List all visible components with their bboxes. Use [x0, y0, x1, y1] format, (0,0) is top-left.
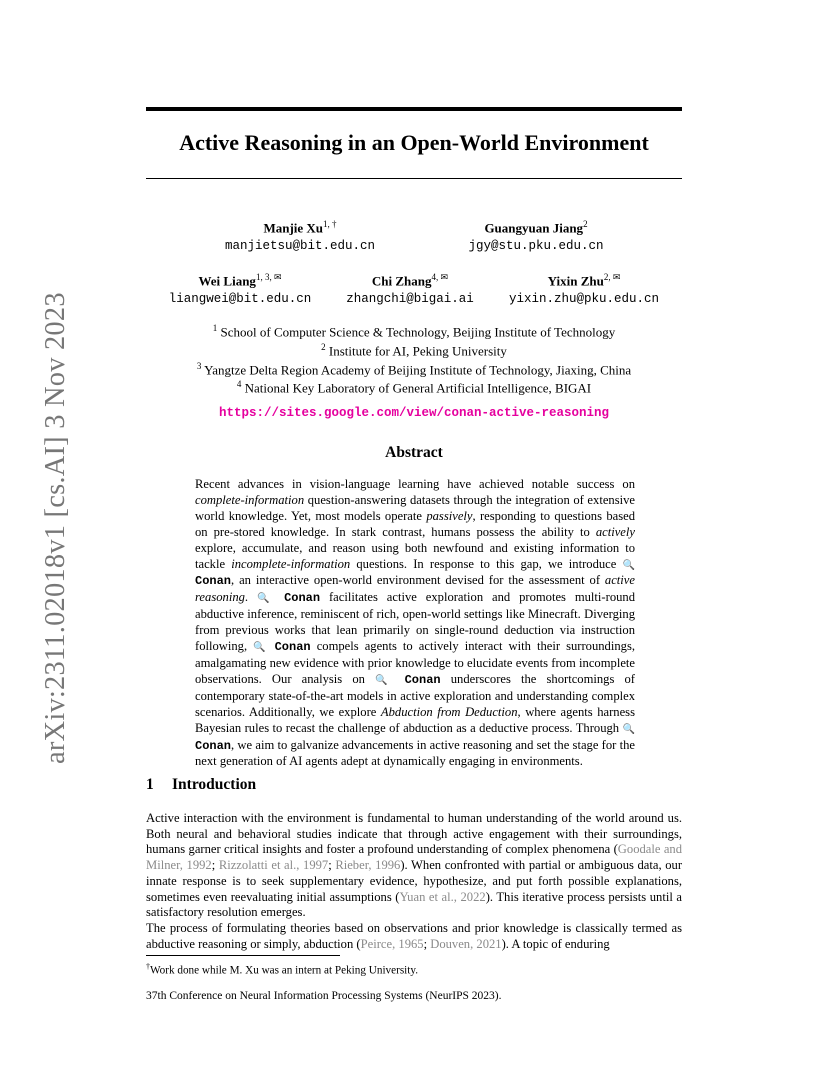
footnote-rule	[146, 955, 340, 956]
conan-name: Conan	[404, 672, 441, 687]
paper-title: Active Reasoning in an Open-World Environment	[179, 130, 649, 155]
author-email: manjietsu@bit.edu.cn	[224, 239, 376, 254]
conan-name: Conan	[195, 574, 232, 589]
title-bottom-rule	[146, 178, 682, 179]
magnifier-icon: 🔍	[253, 642, 269, 654]
author-affil-mark: 2	[583, 219, 588, 229]
author-name: Yixin Zhu	[547, 273, 604, 289]
author-affil-mark: 4, ✉	[431, 272, 449, 282]
magnifier-icon: 🔍	[375, 674, 395, 686]
title-top-rule	[146, 107, 682, 111]
author-email: yixin.zhu@pku.edu.cn	[508, 292, 660, 307]
magnifier-icon: 🔍	[256, 593, 276, 605]
magnifier-icon: 🔍	[622, 559, 635, 571]
section-title: Introduction	[172, 776, 257, 793]
author-email: jgy@stu.pku.edu.cn	[468, 239, 604, 254]
magnifier-icon: 🔍	[622, 723, 635, 735]
citation-link[interactable]: Rizzolatti et al., 1997	[218, 858, 329, 873]
author-affil-mark: 2, ✉	[603, 272, 621, 282]
affiliation-line: $^4$ National Key Laboratory of General Artificial Intelligence, BIGAI	[236, 379, 592, 396]
footnote-mark: †	[146, 962, 150, 971]
conan-name: Conan	[284, 591, 321, 606]
citation-link[interactable]: Rieber, 1996	[335, 858, 401, 873]
abstract-body: Recent advances in vision-language learning have achieved notable success on complete-information question-answering datasets through the integration of extensive world knowledge. Yet, most models operate passively, responding to questions based on pre-stored knowledge. In stark contrast, humans possess the ability to actively explore, accumulate, and reason using both newfound and existing information to tackle incomplete-information questions. In response to this gap, we introduce 🔍 Conan, an interactive open-world environment devised for the assessment of active reasoning. 🔍 Conan facilitates active exploration and promotes multi-round abductive inference, reminiscent of rich, open-world settings like Minecraft. Diverging from previous works that lean primarily on single-round deduction via instruction following, 🔍 Conan compels agents to actively interact with their surroundings, amalgamating new evidence with prior knowledge to elucidate events from incomplete observations. Our analysis on 🔍 Conan underscores the shortcomings of contemporary state-of-the-art models in active exploration and understanding complex scenarios. Additionally, we explore Abduction from Deduction, where agents harness Bayesian rules to recast the challenge of abduction as a deductive process. Through 🔍 Conan, we aim to galvanize advancements in active reasoning and set the stage for the next generation of AI agents adept at dynamically engaging in environments.	[195, 477, 636, 769]
citation-link[interactable]: Douven, 2021	[430, 936, 502, 951]
author-affil-mark: 1, 3, ✉	[255, 272, 282, 282]
project-url-link[interactable]: https://sites.google.com/view/conan-active-reasoning	[218, 406, 610, 420]
author-name: Wei Liang	[198, 273, 256, 289]
author-email: liangwei@bit.edu.cn	[168, 292, 312, 307]
author-name: Manjie Xu	[263, 220, 324, 236]
conan-name: Conan	[274, 640, 311, 655]
author-block	[484, 268, 684, 308]
footnote-text: Work done while M. Xu was an intern at Peking University.	[150, 964, 419, 977]
arxiv-stamp: arXiv:2311.02018v1 [cs.AI] 3 Nov 2023	[40, 292, 71, 764]
citation-link[interactable]: Peirce, 1965	[360, 936, 424, 951]
affiliation-line: $^2$ Institute for AI, Peking University	[321, 341, 507, 359]
author-name: Guangyuan Jiang	[484, 220, 584, 236]
affiliation-line: $^1$ School of Computer Science & Technology, Beijing Institute of Technology	[212, 323, 616, 340]
author-name: Chi Zhang	[371, 273, 432, 289]
conan-name: Conan	[195, 738, 232, 753]
affiliation-line: $^3$ Yangtze Delta Region Academy of Beijing Institute of Technology, Jiaxing, China	[196, 360, 632, 377]
citation-link[interactable]: Yuan et al., 2022	[399, 889, 486, 904]
author-affil-mark: 1, †	[323, 219, 337, 229]
intro-paragraph-2: The process of formulating theories based on observations and prior knowledge is classically termed as abductive reasoning or simply, abduction (Peirce, 1965; Douven, 2021). A topic of enduring	[146, 921, 682, 951]
author-block	[200, 215, 400, 255]
section-number: 1	[146, 776, 154, 793]
footnote	[146, 962, 418, 977]
citation-link[interactable]: Goodale and Milner, 1992	[146, 842, 682, 873]
intro-paragraph-1: Active interaction with the environment is fundamental to human understanding of the world around us. Both neural and behavioral studies indicate that through active engagement with their surroundings, humans garner critical insights and foster a profound understanding of complex phenomena (Goodale and Milner, 1992; Rizzolatti et al., 1997; Rieber, 1996). When confronted with partial or ambiguous data, our innate response is to seek supplementary evidence, hypothesize, and put forth possible explanations, sometimes even reevaluating initial assumptions (Yuan et al., 2022). This iterative process persists until a satisfactory resolution emerges.	[146, 811, 683, 920]
author-email: zhangchi@bigai.ai	[346, 292, 474, 307]
conference-note: 37th Conference on Neural Information Processing Systems (NeurIPS 2023).	[146, 990, 502, 1002]
author-block	[436, 215, 636, 255]
section-heading	[146, 776, 256, 794]
affiliations	[146, 321, 682, 396]
abstract-heading: Abstract	[385, 444, 443, 461]
author-block	[310, 268, 510, 308]
